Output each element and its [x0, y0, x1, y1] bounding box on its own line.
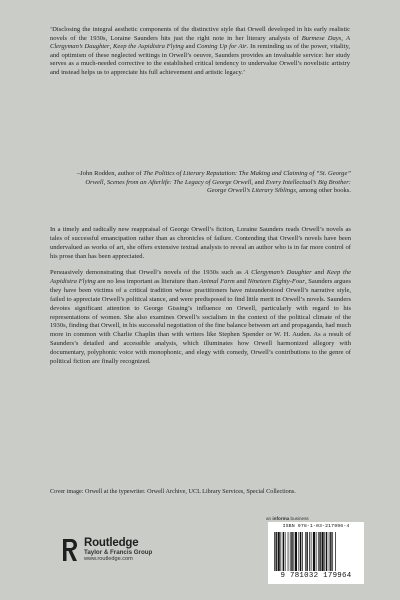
barcode-bar: [324, 532, 325, 571]
publisher-group: Taylor & Francis Group: [84, 548, 153, 556]
barcode-bar: [306, 532, 307, 571]
barcode-bar: [280, 532, 281, 571]
barcode-digits: 9 781032 179964: [280, 572, 352, 580]
publisher-block: [62, 537, 152, 563]
barcode-bar: [288, 532, 289, 571]
barcode-bar: [300, 532, 301, 571]
barcode-bar: [305, 532, 306, 571]
endorsement-attribution: [70, 170, 351, 196]
description-paragraph-1: In a timely and radically new reappraisal of George Orwell’s fiction, Loraine Saunders reads Orwell’s novels as tales of successful emancipation rather than as chronicles of failure. Contending that Orwell’s novels have been undervalued as works of art, she offers extensive textual analysis to reveal an author who is in far more control of his prose than has been appreciated.: [50, 226, 351, 260]
barcode-bar: [283, 532, 284, 571]
barcode-bar: [311, 532, 312, 571]
barcode-bar: [313, 532, 315, 571]
endorsement-quote: [50, 26, 350, 78]
barcode-bar: [274, 532, 275, 571]
barcode-bar: [322, 532, 324, 571]
barcode-bar: [332, 532, 333, 571]
endorsement-quote-text: ‘Disclosing the integral aesthetic components of the distinctive style that Orwell developed in his early realistic novels of the 1930s, Loraine Saunders hits just the right note in her literary analysis of Burmese Days, A Clergyman’s Daughter, Keep the Aspidistra Flying and Coming Up for Air. In reminding us of the power, vitality, and optimism of these neglected writings in Orwell’s oeuvre, Saunders provides an invaluable service: her study serves as a much-needed corrective to the established critical tendency to undervalue Orwell’s novelistic artistry and instead helps us to appreciate his full achievement and artistic legacy.’: [50, 26, 351, 76]
barcode-bar: [326, 532, 327, 571]
routledge-r-logo-icon: [62, 538, 78, 562]
barcode-bar: [335, 532, 336, 571]
barcode-bar: [319, 532, 320, 571]
barcode-bar: [293, 532, 294, 571]
description-paragraph-2: Persuasively demonstrating that Orwell’s novels of the 1930s such as A Clergyman’s Daughter and Keep the Aspidistra Flying are no less important as literature than Animal Farm and Nineteen Eighty-Four, Saunders argues they have been victims of a critical tradition whose practitioners have misunderstood Orwell’s narrative style, failed to appreciate Orwell’s political stance, and were predisposed to find little merit in Orwell’s novels. Saunders devotes significant attention to George Gissing’s influence on Orwell, particularly with regard to his representations of women. She also examines Orwell’s socialism in the context of the political climate of the 1930s, finding that Orwell, in his successful negotiation of the fine balance between art and propaganda, had much more in common with Charlie Chaplin than with writers like Stephen Spender or W. H. Auden. As a result of Saunders’s detailed and accessible analysis, which illuminates how Orwell harmonized allegory with documentary, polyphonic voice with monophonic, and elegy with comedy, Orwell’s contributions to the genre of political fiction are finally recognized.: [50, 269, 352, 365]
barcode-bar: [275, 532, 276, 571]
endorsement-attribution-text: –John Rodden, author of The Politics of Literary Reputation: The Making and Claiming of “St. George” Orwell, Scenes from an Afterlife: The Legacy of George Orwell, and Every Intellectual’s Big Brother: George Orwell’s Literary Siblings, among other books.: [76, 170, 351, 195]
cover-image-credit: Cover image: Orwell at the typewriter. Orwell Archive, UCL Library Services, Special Collections.: [50, 488, 296, 495]
isbn-barcode-panel: [268, 522, 364, 584]
barcode-bar: [298, 532, 299, 571]
barcode-bar: [278, 532, 280, 571]
informa-business-label: an informa business: [266, 516, 309, 521]
barcode-bar: [329, 532, 330, 571]
barcode-bar: [309, 532, 310, 571]
barcode-bar: [316, 532, 317, 571]
barcode-bar: [291, 532, 292, 571]
barcode-bar: [285, 532, 286, 571]
publisher-name: Routledge: [84, 537, 139, 549]
barcode-bar: [330, 532, 331, 571]
barcode-graphic: [274, 532, 360, 571]
book-description: [50, 226, 351, 367]
barcode-bar: [295, 532, 297, 571]
isbn-label: ISBN 978-1-03-217996-4: [282, 524, 350, 529]
publisher-url: www.routledge.com: [84, 556, 133, 563]
barcode-bar: [318, 532, 319, 571]
barcode-bar: [302, 532, 303, 571]
barcode-bar: [290, 532, 291, 571]
